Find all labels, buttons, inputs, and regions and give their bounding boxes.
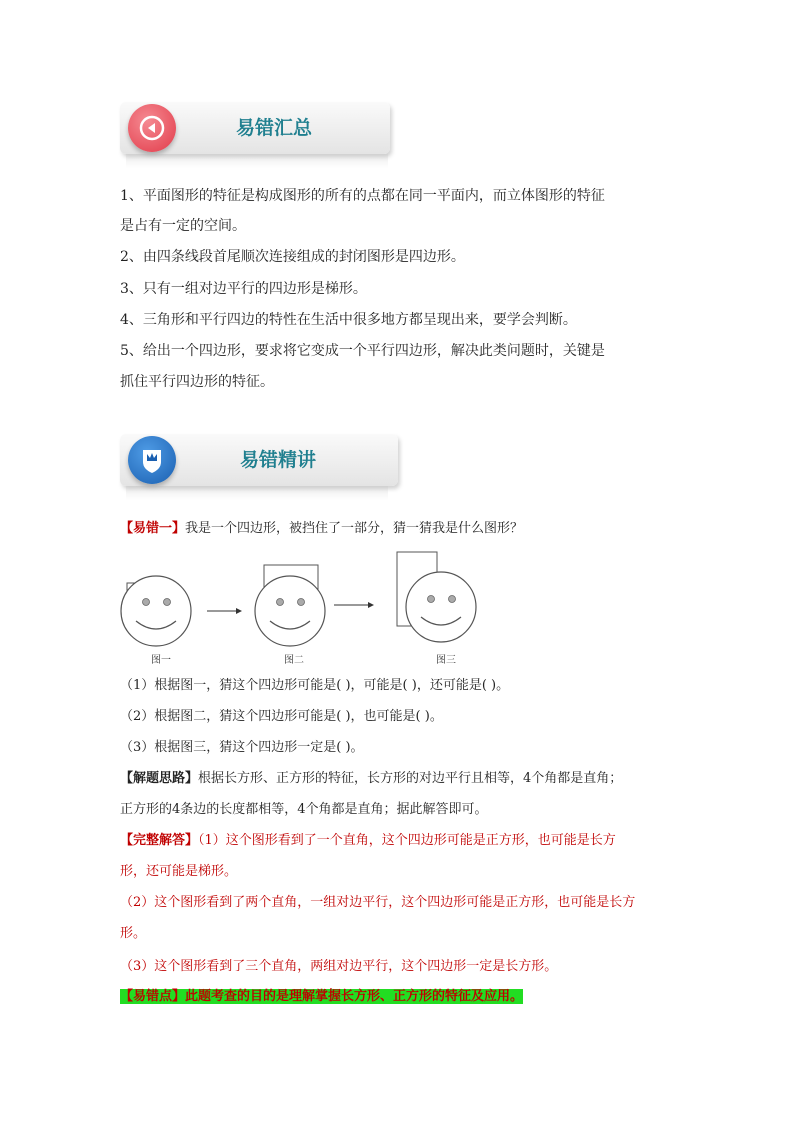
figure-2	[255, 565, 325, 646]
figure-3	[397, 552, 476, 642]
figure-1	[121, 576, 191, 646]
summary-line: 5、给出一个四边形，要求将它变成一个平行四边形，解决此类问题时，关键是	[120, 343, 605, 359]
figure-label: 图三	[436, 655, 456, 666]
section-title: 易错精讲	[240, 449, 317, 471]
answer-line: 形。	[120, 926, 147, 941]
answer-line	[120, 831, 680, 851]
question-line: （2）根据图二，猜这个四边形可能是( )，也可能是( )。	[120, 709, 443, 724]
thinking-line	[120, 769, 680, 789]
answer-line: （3）这个图形看到了三个直角，两组对边平行，这个四边形一定是长方形。	[120, 959, 558, 974]
smiley-figures	[0, 545, 794, 675]
problem-text: 我是一个四边形，被挡住了一部分，猜一猜我是什么图形？	[185, 521, 524, 536]
question-line: （1）根据图一，猜这个四边形可能是( )，可能是( )，还可能是( )。	[120, 678, 510, 693]
shield-icon	[128, 436, 176, 484]
section-title: 易错汇总	[236, 117, 313, 139]
question-line: （3）根据图三，猜这个四边形一定是( )。	[120, 740, 364, 755]
thinking-tag: 【解题思路】	[120, 771, 199, 786]
section-banner-explain	[120, 434, 398, 486]
section-banner-summary	[120, 102, 390, 154]
figure-label: 图一	[151, 655, 171, 666]
problem-line	[120, 519, 680, 539]
summary-line: 4、三角形和平行四边的特性在生活中很多地方都呈现出来，要学会判断。	[120, 312, 577, 328]
summary-line: 1、平面图形的特征是构成图形的所有的点都在同一平面内，而立体图形的特征	[120, 188, 605, 204]
answer-tag: 【完整解答】	[120, 833, 199, 848]
summary-line: 3、只有一组对边平行的四边形是梯形。	[120, 281, 367, 297]
thinking-line: 正方形的4条边的长度都相等，4个角都是直角；据此解答即可。	[120, 802, 488, 817]
keypoint-line	[120, 987, 680, 1007]
figure-label: 图二	[284, 655, 304, 666]
summary-line: 抓住平行四边形的特征。	[120, 374, 274, 390]
summary-line: 2、由四条线段首尾顺次连接组成的封闭图形是四边形。	[120, 249, 465, 265]
banner-reflection	[126, 154, 388, 168]
answer-line: （2）这个图形看到了两个直角，一组对边平行，这个四边形可能是正方形，也可能是长方	[120, 895, 636, 910]
arrow-1	[207, 608, 242, 614]
answer-line: 形，还可能是梯形。	[120, 864, 238, 879]
problem-tag: 【易错一】	[120, 521, 186, 536]
arrow-2	[334, 602, 374, 608]
summary-line: 是占有一定的空间。	[120, 218, 246, 234]
play-back-icon	[128, 104, 176, 152]
keypoint-highlight: 【易错点】此题考查的目的是理解掌握长方形、正方形的特征及应用。	[120, 989, 524, 1004]
thinking-text: 根据长方形、正方形的特征，长方形的对边平行且相等，4个角都是直角；	[198, 771, 623, 786]
answer-text: （1）这个图形看到了一个直角，这个四边形可能是正方形，也可能是长方	[198, 833, 616, 848]
banner-reflection	[126, 486, 388, 500]
